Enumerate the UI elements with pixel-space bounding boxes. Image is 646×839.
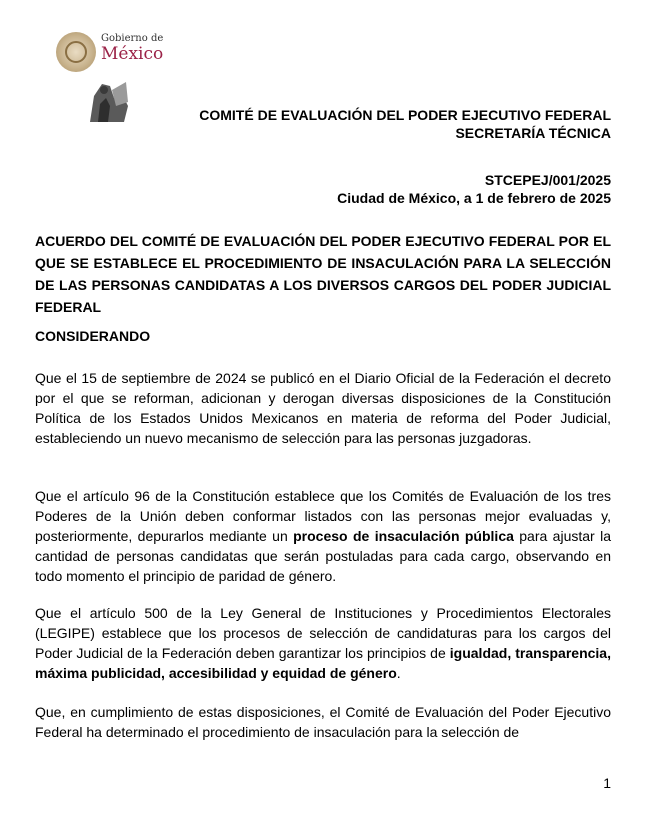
national-seal-icon: [56, 32, 96, 72]
place-date: Ciudad de México, a 1 de febrero de 2025: [337, 190, 611, 206]
paragraph-2-bold: proceso de insaculación pública: [293, 528, 514, 544]
reference-block: [337, 171, 611, 207]
secretariat-name: SECRETARÍA TÉCNICA: [455, 125, 611, 141]
document-title: ACUERDO DEL COMITÉ DE EVALUACIÓN DEL PODER EJECUTIVO FEDERAL POR EL QUE SE ESTABLECE EL PROCEDIMIENTO DE INSACULACIÓN PARA LA SELECCIÓN DE LAS PERSONAS CANDIDATAS A LOS DIVERSOS CARGOS DEL PODER JUDICIAL FEDERAL: [35, 233, 611, 315]
historical-emblem-icon: [84, 76, 132, 126]
paragraph-3-bold: igualdad, transparencia, máxima publicidad, accesibilidad y equidad de género: [35, 645, 611, 681]
paragraph-1: Que el 15 de septiembre de 2024 se publicó en el Diario Oficial de la Federación el decreto por el que se reforman, adicionan y derogan diversas disposiciones de la Constitución Política de los Estados Unidos Mexicanos en materia de reforma del Poder Judicial, estableciendo un nuevo mecanismo de selección para las personas juzgadoras.: [35, 370, 611, 446]
paragraph-3-text-b: .: [396, 665, 401, 681]
section-heading: CONSIDERANDO: [35, 328, 151, 344]
committee-name: COMITÉ DE EVALUACIÓN DEL PODER EJECUTIVO FEDERAL: [199, 107, 611, 123]
page-number: 1: [603, 775, 611, 791]
logo-line2: México: [101, 44, 164, 64]
header-block: [199, 106, 611, 142]
logo-line1: Gobierno de: [101, 33, 164, 44]
gobierno-de-mexico-logo: [56, 30, 176, 78]
paragraph-3: [35, 603, 611, 683]
paragraph-2: [35, 486, 611, 586]
paragraph-2-text-b: para ajustar la cantidad de personas candidatas que serán postuladas para cada cargo, observando en todo momento el principio de paridad de género.: [35, 528, 611, 584]
paragraph-4: Que, en cumplimiento de estas disposiciones, el Comité de Evaluación del Poder Ejecutivo Federal ha determinado el procedimiento de insaculación para la selección de: [35, 704, 611, 740]
reference-number: STCEPEJ/001/2025: [484, 172, 611, 188]
paragraph-2-text-a: Que el artículo 96 de la Constitución establece que los Comités de Evaluación de los tres Poderes de la Unión deben conformar listados con las personas mejor evaluadas y, posteriormente, depurarlos mediante un: [35, 488, 611, 544]
paragraph-3-text-a: Que el artículo 500 de la Ley General de Instituciones y Procedimientos Electorales (LEGIPE) establece que los procesos de selección de candidaturas para los cargos del Poder Judicial de la Federación deben garantizar los principios de: [35, 605, 611, 661]
